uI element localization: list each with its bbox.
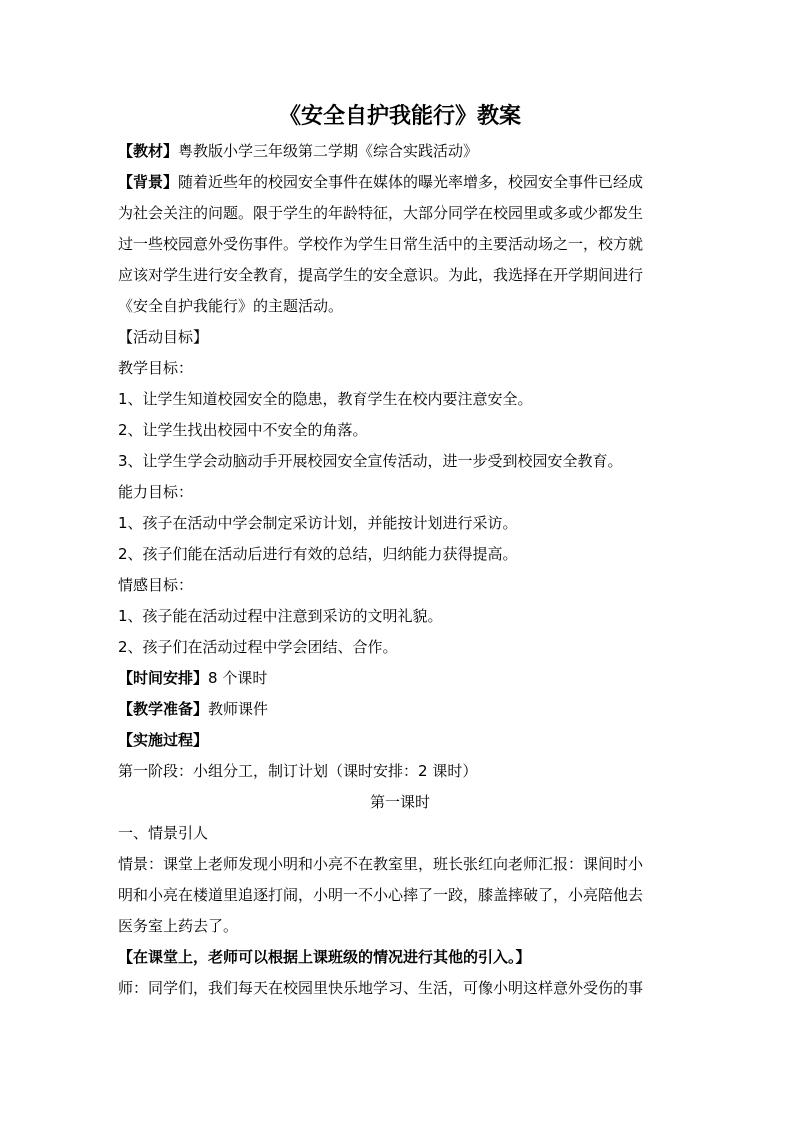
prep-label: 【教学准备】 <box>118 700 209 718</box>
goals-heading: 【活动目标】 <box>118 328 209 346</box>
material-text: 粤教版小学三年级第二学期《综合实践活动》 <box>178 142 479 160</box>
prep-text: 教师课件 <box>208 700 269 718</box>
material-label: 【教材】 <box>118 142 179 160</box>
section-one: 一、情景引人 <box>118 824 209 842</box>
emotion-goals-heading: 情感目标： <box>118 576 194 594</box>
document-title: 《安全自护我能行》教案 <box>278 104 521 129</box>
emotion-goal-1: 1、孩子能在活动过程中注意到采访的文明礼貌。 <box>118 607 443 625</box>
scenario-line-2: 明和小亮在楼道里追逐打闹，小明一不小心摔了一跤，膝盖摔破了，小亮陪他去 <box>118 886 644 904</box>
schedule-text: 8 个课时 <box>208 669 268 687</box>
ability-goals-heading: 能力目标： <box>118 483 194 501</box>
emotion-goal-2: 2、孩子们在活动过程中学会团结、合作。 <box>118 638 398 656</box>
stage-one: 第一阶段：小组分工，制订计划（课时安排：2 课时） <box>118 762 478 780</box>
teaching-goal-3: 3、让学生学会动脑动手开展校园安全宣传活动，进一步受到校园安全教育。 <box>118 452 623 470</box>
teacher-note: 【在课堂上，老师可以根据上课班级的情况进行其他的引入。】 <box>118 948 531 966</box>
ability-goal-1: 1、孩子在活动中学会制定采访计划，并能按计划进行采访。 <box>118 514 518 532</box>
lesson-one: 第一课时 <box>369 793 430 811</box>
process-heading: 【实施过程】 <box>118 731 209 749</box>
background-line-3: 过一些校园意外受伤事件。学校作为学生日常生活中的主要活动场之一，校方就 <box>118 235 644 253</box>
scenario-line-3: 医务室上药去了。 <box>118 917 239 935</box>
teacher-line: 师：同学们，我们每天在校园里快乐地学习、生活，可像小明这样意外受伤的事 <box>118 979 644 997</box>
teaching-goal-1: 1、让学生知道校园安全的隐患，教育学生在校内要注意安全。 <box>118 390 533 408</box>
background-text-1: 随着近些年的校园安全事件在媒体的曝光率增多，校园安全事件已经成 <box>178 173 644 191</box>
scenario-line-1: 情景：课堂上老师发现小明和小亮不在教室里，班长张红向老师汇报：课间时小 <box>118 855 644 873</box>
material-line <box>118 136 682 167</box>
prep-line <box>118 694 682 725</box>
schedule-label: 【时间安排】 <box>118 669 209 687</box>
background-label: 【背景】 <box>118 173 179 191</box>
teaching-goal-2: 2、让学生找出校园中不安全的角落。 <box>118 421 368 439</box>
teaching-goals-heading: 教学目标： <box>118 359 194 377</box>
background-line-4: 应该对学生进行安全教育，提高学生的安全意识。为此，我选择在开学期间进行 <box>118 266 644 284</box>
ability-goal-2: 2、孩子们能在活动后进行有效的总结，归纳能力获得提高。 <box>118 545 518 563</box>
schedule-line <box>118 663 682 694</box>
background-line-1 <box>118 167 682 198</box>
document-page <box>118 98 682 1004</box>
background-line-2: 为社会关注的问题。限于学生的年龄特征，大部分同学在校园里或多或少都发生 <box>118 204 644 222</box>
background-line-5: 《安全自护我能行》的主题活动。 <box>118 297 344 315</box>
